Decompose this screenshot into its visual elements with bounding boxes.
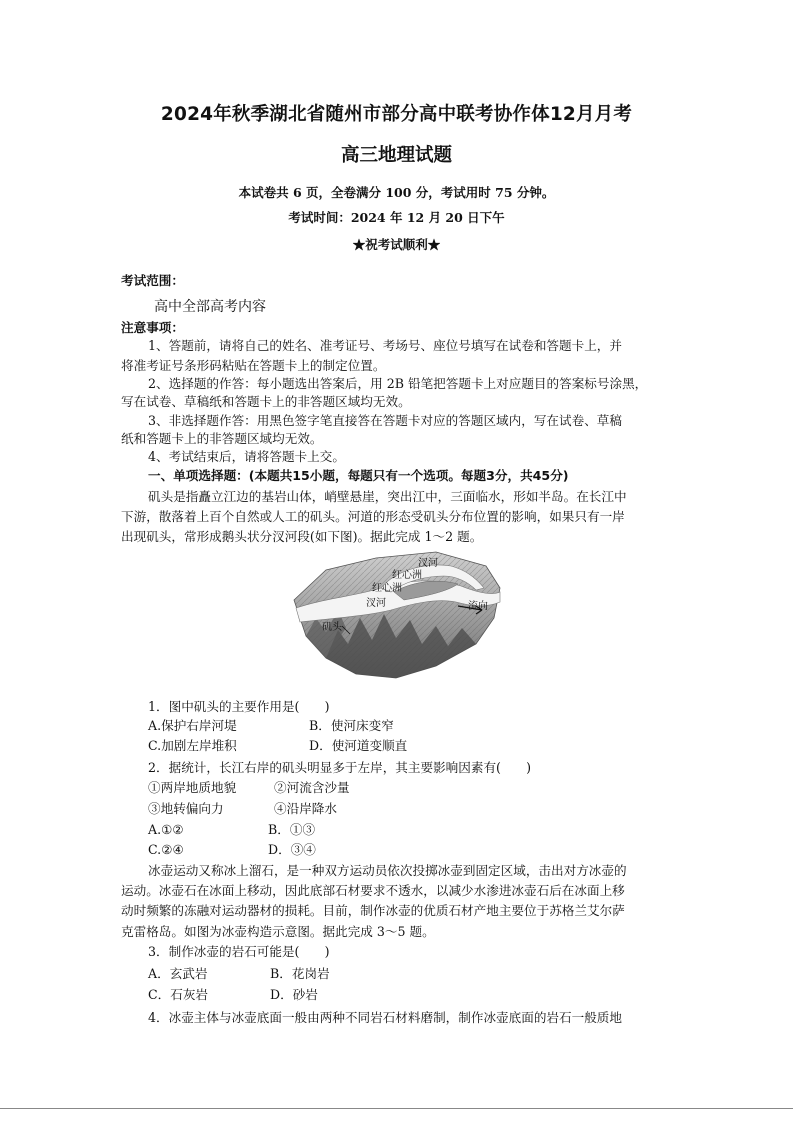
q2-item-1: ①两岸地质地貌	[148, 780, 237, 795]
label-top-branch: 汊河	[418, 558, 438, 569]
q2-option-d: D．③④	[268, 842, 316, 857]
passage-line: 克雷格岛。如图为冰壶构造示意图。据此完成 3～5 题。	[121, 924, 435, 939]
notice-label: 注意事项：	[121, 320, 184, 335]
label-branch-lower: 汊河	[366, 598, 386, 609]
q2-item-2: ②河流含沙量	[274, 780, 350, 795]
label-jitou: 矶头	[322, 622, 342, 633]
exam-subtitle: 高三地理试题	[340, 145, 452, 166]
label-island-upper: 红心洲	[392, 570, 422, 581]
label-flow: 流向	[468, 601, 488, 612]
scope-content: 高中全部高考内容	[154, 299, 266, 315]
q1-option-d: D．使河道变顺直	[309, 738, 408, 753]
exam-info-time: 考试时间：2024 年 12 月 20 日下午	[288, 210, 505, 225]
passage-line: 下游，散落着上百个自然或人工的矶头。河道的形态受矶头分布位置的影响，如果只有一岸	[121, 509, 625, 524]
q1-stem: 1．图中矶头的主要作用是( )	[148, 699, 330, 714]
label-island-lower: 红心洲	[372, 583, 402, 594]
notice-line: 写在试卷、草稿纸和答题卡上的非答题区域均无效。	[121, 394, 411, 409]
q1-option-b: B．使河床变窄	[309, 718, 394, 733]
page-bottom-divider	[0, 1108, 793, 1109]
exam-title: 2024年秋季湖北省随州市部分高中联考协作体12月月考	[160, 104, 633, 125]
notice-line: 将准考证号条形码粘贴在答题卡上的制定位置。	[121, 358, 386, 373]
exam-wish: ★祝考试顺利★	[352, 237, 441, 252]
q1-option-c: C.加剧左岸堆积	[148, 738, 237, 753]
section-heading: 一、单项选择题：(本题共15小题，每题只有一个选项。每题3分，共45分)	[148, 468, 569, 483]
exam-info-pages: 本试卷共 6 页，全卷满分 100 分，考试用时 75 分钟。	[238, 185, 555, 200]
notice-line: 1、答题前，请将自己的姓名、准考证号、考场号、座位号填写在试卷和答题卡上，并	[148, 338, 622, 353]
q2-item-4: ④沿岸降水	[274, 801, 337, 816]
notice-line: 纸和答题卡上的非答题区域均无效。	[121, 431, 323, 446]
q3-option-b: B．花岗岩	[270, 966, 330, 981]
q2-stem: 2．据统计，长江右岸的矶头明显多于左岸，其主要影响因素有( )	[148, 760, 532, 775]
passage-line: 冰壶运动又称冰上溜石，是一种双方运动员依次投掷冰壶到固定区域，击出对方冰壶的	[148, 863, 627, 878]
q4-stem: 4．冰壶主体与冰壶底面一般由两种不同岩石材料磨制，制作冰壶底面的岩石一般质地	[148, 1010, 622, 1025]
notice-line: 3、非选择题作答：用黑色签字笔直接答在答题卡对应的答题区域内，写在试卷、草稿	[148, 413, 622, 428]
q2-option-a: A.①②	[148, 822, 184, 837]
q3-option-a: A．玄武岩	[148, 966, 208, 981]
q3-stem: 3．制作冰壶的岩石可能是( )	[148, 944, 330, 959]
notice-line: 4、考试结束后，请将答题卡上交。	[148, 449, 345, 464]
q2-option-c: C.②④	[148, 842, 184, 857]
passage-line: 运动。冰壶石在冰面上移动，因此底部石材要求不透水，以减少水渗进冰壶石后在冰面上移	[121, 883, 625, 898]
q3-option-d: D．砂岩	[270, 987, 318, 1002]
q3-option-c: C．石灰岩	[148, 987, 209, 1002]
passage-line: 矶头是指矗立江边的基岩山体，峭壁悬崖，突出江中，三面临水，形如半岛。在长江中	[148, 489, 627, 504]
scope-label: 考试范围：	[121, 273, 184, 288]
passage-line: 出现矶头，常形成鹅头状分汊河段(如下图)。据此完成 1～2 题。	[121, 529, 483, 544]
q2-option-b: B．①③	[268, 822, 316, 837]
q2-item-3: ③地转偏向力	[148, 801, 224, 816]
notice-line: 2、选择题的作答：每小题选出答案后，用 2B 铅笔把答题卡上对应题目的答案标号涂黑，	[148, 376, 648, 391]
passage-line: 动时频繁的冻融对运动器材的损耗。目前，制作冰壶的优质石材产地主要位于苏格兰艾尔萨	[121, 903, 625, 918]
q1-option-a: A.保护右岸河堤	[148, 718, 237, 733]
river-terrain-figure	[286, 548, 502, 680]
